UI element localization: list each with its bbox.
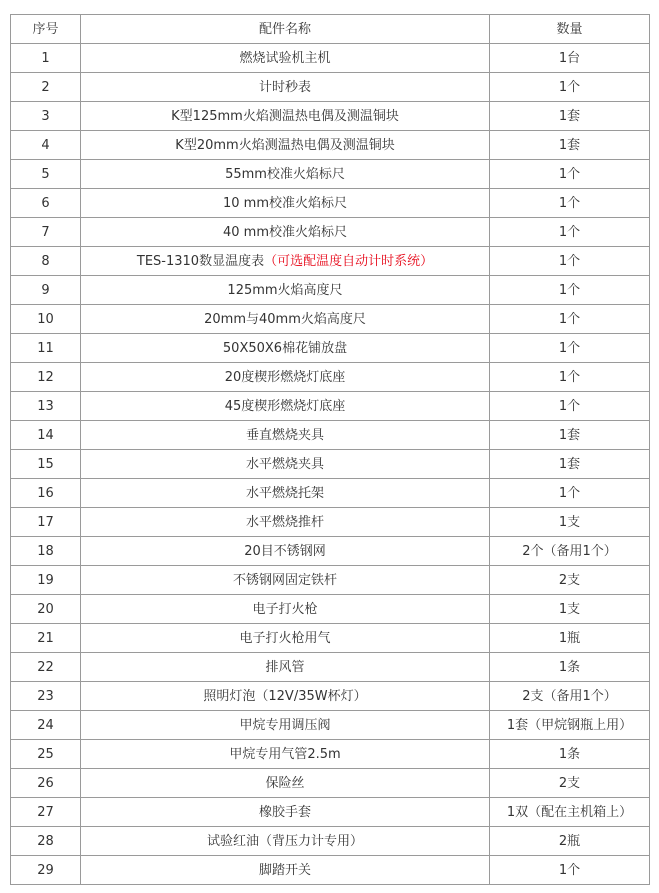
- table-row: [11, 479, 650, 508]
- table-row: [11, 334, 650, 363]
- cell-qty: 1套: [490, 421, 650, 450]
- cell-qty: 1个: [490, 276, 650, 305]
- cell-no: 22: [11, 653, 81, 682]
- cell-name: [81, 711, 490, 740]
- table-row: [11, 537, 650, 566]
- table-row: [11, 392, 650, 421]
- part-name: 计时秒表: [258, 79, 311, 95]
- cell-qty: 1双（配在主机箱上）: [490, 798, 650, 827]
- cell-no: 4: [11, 131, 81, 160]
- cell-qty: 1个: [490, 479, 650, 508]
- table-row: [11, 131, 650, 160]
- part-name: 试验红油（背压力计专用）: [206, 833, 363, 849]
- cell-no: 25: [11, 740, 81, 769]
- part-name: 125mm火焰高度尺: [227, 282, 343, 298]
- cell-name: [81, 566, 490, 595]
- table-row: [11, 798, 650, 827]
- cell-qty: 2支（备用1个）: [490, 682, 650, 711]
- cell-name: [81, 44, 490, 73]
- cell-no: 15: [11, 450, 81, 479]
- table-row: [11, 769, 650, 798]
- part-name: 水平燃烧推杆: [245, 514, 324, 530]
- part-name: 50X50X6棉花铺放盘: [222, 340, 348, 356]
- table-row: [11, 450, 650, 479]
- cell-no: 7: [11, 218, 81, 247]
- cell-qty: 2支: [490, 769, 650, 798]
- part-name: 10 mm校准火焰标尺: [222, 195, 347, 211]
- part-name: 脚踏开关: [258, 862, 311, 878]
- cell-no: 26: [11, 769, 81, 798]
- cell-no: 11: [11, 334, 81, 363]
- cell-name: [81, 392, 490, 421]
- cell-qty: 2瓶: [490, 827, 650, 856]
- cell-no: 14: [11, 421, 81, 450]
- part-name: K型125mm火焰测温热电偶及测温铜块: [171, 108, 399, 124]
- cell-name: [81, 450, 490, 479]
- part-name: 水平燃烧夹具: [245, 456, 324, 472]
- part-name: K型20mm火焰测温热电偶及测温铜块: [175, 137, 395, 153]
- cell-qty: 1套: [490, 102, 650, 131]
- cell-no: 5: [11, 160, 81, 189]
- cell-no: 16: [11, 479, 81, 508]
- cell-qty: 1套: [490, 450, 650, 479]
- table-row: [11, 160, 650, 189]
- parts-table: [10, 14, 650, 885]
- cell-name: [81, 798, 490, 827]
- cell-name: [81, 305, 490, 334]
- part-name: 电子打火枪用气: [239, 630, 331, 646]
- part-name: 燃烧试验机主机: [239, 50, 331, 66]
- part-name: 照明灯泡（12V/35W杯灯）: [203, 688, 367, 704]
- cell-qty: 1支: [490, 595, 650, 624]
- cell-no: 9: [11, 276, 81, 305]
- cell-qty: 1个: [490, 218, 650, 247]
- part-name: 45度楔形燃烧灯底座: [224, 398, 346, 414]
- cell-name: [81, 508, 490, 537]
- cell-name: [81, 189, 490, 218]
- part-name: 水平燃烧托架: [245, 485, 324, 501]
- table-row: [11, 189, 650, 218]
- cell-name: [81, 595, 490, 624]
- part-name: 55mm校准火焰标尺: [225, 166, 345, 182]
- table-row: [11, 44, 650, 73]
- table-row: [11, 218, 650, 247]
- cell-name: [81, 73, 490, 102]
- table-row: [11, 73, 650, 102]
- table-row: [11, 508, 650, 537]
- cell-name: [81, 856, 490, 885]
- cell-qty: 1台: [490, 44, 650, 73]
- cell-no: 6: [11, 189, 81, 218]
- part-note: （可选配温度自动计时系统）: [264, 253, 434, 269]
- cell-name: [81, 247, 490, 276]
- table-row: [11, 856, 650, 885]
- cell-name: [81, 653, 490, 682]
- table-row: [11, 102, 650, 131]
- part-name: 排风管: [265, 659, 305, 675]
- cell-name: [81, 131, 490, 160]
- table-row: [11, 421, 650, 450]
- cell-qty: 1支: [490, 508, 650, 537]
- cell-name: [81, 218, 490, 247]
- cell-name: [81, 624, 490, 653]
- table-row: [11, 827, 650, 856]
- cell-qty: 1个: [490, 363, 650, 392]
- cell-no: 13: [11, 392, 81, 421]
- part-name: 20mm与40mm火焰高度尺: [204, 311, 366, 327]
- cell-qty: 1个: [490, 247, 650, 276]
- part-name: 40 mm校准火焰标尺: [222, 224, 347, 240]
- part-name: 甲烷专用调压阀: [239, 717, 331, 733]
- part-name: 甲烷专用气管2.5m: [229, 746, 341, 762]
- cell-qty: 2个（备用1个）: [490, 537, 650, 566]
- cell-no: 21: [11, 624, 81, 653]
- header-name: 配件名称: [81, 15, 490, 44]
- cell-qty: 1个: [490, 392, 650, 421]
- cell-qty: 1条: [490, 740, 650, 769]
- cell-qty: 1套（甲烷钢瓶上用）: [490, 711, 650, 740]
- cell-no: 10: [11, 305, 81, 334]
- cell-name: [81, 102, 490, 131]
- table-row: [11, 595, 650, 624]
- cell-name: [81, 479, 490, 508]
- table-row: [11, 305, 650, 334]
- table-row: [11, 566, 650, 595]
- cell-name: [81, 334, 490, 363]
- table-row: [11, 276, 650, 305]
- cell-no: 20: [11, 595, 81, 624]
- cell-qty: 1个: [490, 73, 650, 102]
- part-name: TES-1310数显温度表: [136, 253, 265, 269]
- part-name: 20度楔形燃烧灯底座: [224, 369, 346, 385]
- cell-no: 24: [11, 711, 81, 740]
- parts-list: [10, 14, 649, 885]
- part-name: 20目不锈钢网: [244, 543, 326, 559]
- cell-qty: 1套: [490, 131, 650, 160]
- table-row: [11, 624, 650, 653]
- cell-qty: 1个: [490, 305, 650, 334]
- cell-name: [81, 363, 490, 392]
- cell-name: [81, 769, 490, 798]
- table-row: [11, 653, 650, 682]
- cell-name: [81, 421, 490, 450]
- cell-no: 2: [11, 73, 81, 102]
- cell-no: 29: [11, 856, 81, 885]
- cell-name: [81, 682, 490, 711]
- cell-qty: 1个: [490, 160, 650, 189]
- cell-qty: 1个: [490, 189, 650, 218]
- cell-name: [81, 537, 490, 566]
- part-name: 不锈钢网固定铁杆: [232, 572, 337, 588]
- cell-no: 12: [11, 363, 81, 392]
- cell-no: 28: [11, 827, 81, 856]
- cell-no: 8: [11, 247, 81, 276]
- table-row: [11, 363, 650, 392]
- cell-no: 17: [11, 508, 81, 537]
- cell-name: [81, 160, 490, 189]
- table-row: [11, 682, 650, 711]
- part-name: 橡胶手套: [258, 804, 311, 820]
- table-row: [11, 247, 650, 276]
- cell-no: 19: [11, 566, 81, 595]
- cell-no: 23: [11, 682, 81, 711]
- cell-name: [81, 827, 490, 856]
- cell-qty: 1个: [490, 334, 650, 363]
- cell-no: 27: [11, 798, 81, 827]
- part-name: 保险丝: [265, 775, 305, 791]
- part-name: 垂直燃烧夹具: [245, 427, 324, 443]
- cell-no: 18: [11, 537, 81, 566]
- cell-qty: 2支: [490, 566, 650, 595]
- part-name: 电子打火枪: [252, 601, 318, 617]
- cell-qty: 1个: [490, 856, 650, 885]
- cell-no: 3: [11, 102, 81, 131]
- table-row: [11, 740, 650, 769]
- cell-qty: 1瓶: [490, 624, 650, 653]
- header-row: [11, 15, 650, 44]
- cell-no: 1: [11, 44, 81, 73]
- header-no: 序号: [11, 15, 81, 44]
- cell-name: [81, 276, 490, 305]
- cell-qty: 1条: [490, 653, 650, 682]
- cell-name: [81, 740, 490, 769]
- header-qty: 数量: [490, 15, 650, 44]
- table-row: [11, 711, 650, 740]
